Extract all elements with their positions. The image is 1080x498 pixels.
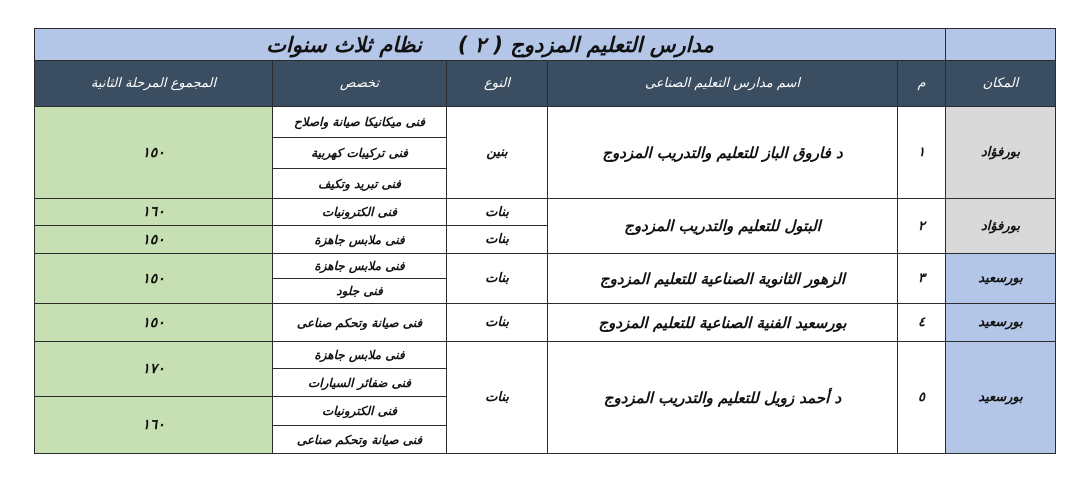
header-place: المكان <box>945 60 1056 107</box>
row1-total: ١٥٠ <box>34 106 273 199</box>
row2-place: بورفؤاد <box>945 198 1056 254</box>
row3-spec-1: فنى ملابس جاهزة <box>272 253 447 279</box>
row5-total-1: ١٧٠ <box>34 341 273 397</box>
row1-spec-3: فنى تبريد وتكيف <box>272 168 447 199</box>
row4-spec: فنى صيانة وتحكم صناعى <box>272 303 447 342</box>
row2-spec-2: فنى ملابس جاهزة <box>272 225 447 254</box>
row4-school: بورسعيد الفنية الصناعية للتعليم المزدوج <box>547 303 898 342</box>
row5-spec-1: فنى ملابس جاهزة <box>272 341 447 369</box>
row5-total-2: ١٦٠ <box>34 396 273 454</box>
header-total: المجموع المرحلة الثانية <box>34 60 273 107</box>
header-m: م <box>897 60 946 107</box>
row2-m: ٢ <box>897 198 946 254</box>
title-bar <box>34 28 946 61</box>
row2-type-2: بنات <box>446 225 548 254</box>
row3-m: ٣ <box>897 253 946 304</box>
row3-spec-2: فنى جلود <box>272 278 447 304</box>
row4-type: بنات <box>446 303 548 342</box>
row3-type: بنات <box>446 253 548 304</box>
row5-spec-2: فنى ضفائر السيارات <box>272 368 447 397</box>
row1-spec-1: فنى ميكانيكا صيانة واصلاح <box>272 106 447 138</box>
row5-spec-3: فنى الكترونيات <box>272 396 447 426</box>
row1-type: بنين <box>446 106 548 199</box>
row3-school: الزهور الثانوية الصناعية للتعليم المزدوج <box>547 253 898 304</box>
title-corner <box>945 28 1056 61</box>
table-title: ( ٢ ) مدارس التعليم المزدوج <box>457 32 714 57</box>
row2-school: البتول للتعليم والتدريب المزدوج <box>547 198 898 254</box>
row1-spec-2: فنى تركيبات كهربية <box>272 137 447 169</box>
row5-school: د أحمد زويل للتعليم والتدريب المزدوج <box>547 341 898 454</box>
row4-m: ٤ <box>897 303 946 342</box>
header-specialization: تخصص <box>272 60 447 107</box>
row3-total: ١٥٠ <box>34 253 273 304</box>
header-school: اسم مدارس التعليم الصناعى <box>547 60 898 107</box>
row2-spec-1: فنى الكترونيات <box>272 198 447 226</box>
row5-type: بنات <box>446 341 548 454</box>
row4-place: بورسعيد <box>945 303 1056 342</box>
row5-m: ٥ <box>897 341 946 454</box>
row3-place: بورسعيد <box>945 253 1056 304</box>
row5-spec-4: فنى صيانة وتحكم صناعى <box>272 425 447 454</box>
row2-total-1: ١٦٠ <box>34 198 273 226</box>
row2-total-2: ١٥٠ <box>34 225 273 254</box>
table-subtitle: نظام ثلاث سنوات <box>266 32 422 57</box>
row1-place: بورفؤاد <box>945 106 1056 199</box>
row2-type-1: بنات <box>446 198 548 226</box>
header-type: النوع <box>446 60 548 107</box>
row1-school: د فاروق الباز للتعليم والتدريب المزدوج <box>547 106 898 199</box>
row5-place: بورسعيد <box>945 341 1056 454</box>
row4-total: ١٥٠ <box>34 303 273 342</box>
row1-m: ١ <box>897 106 946 199</box>
